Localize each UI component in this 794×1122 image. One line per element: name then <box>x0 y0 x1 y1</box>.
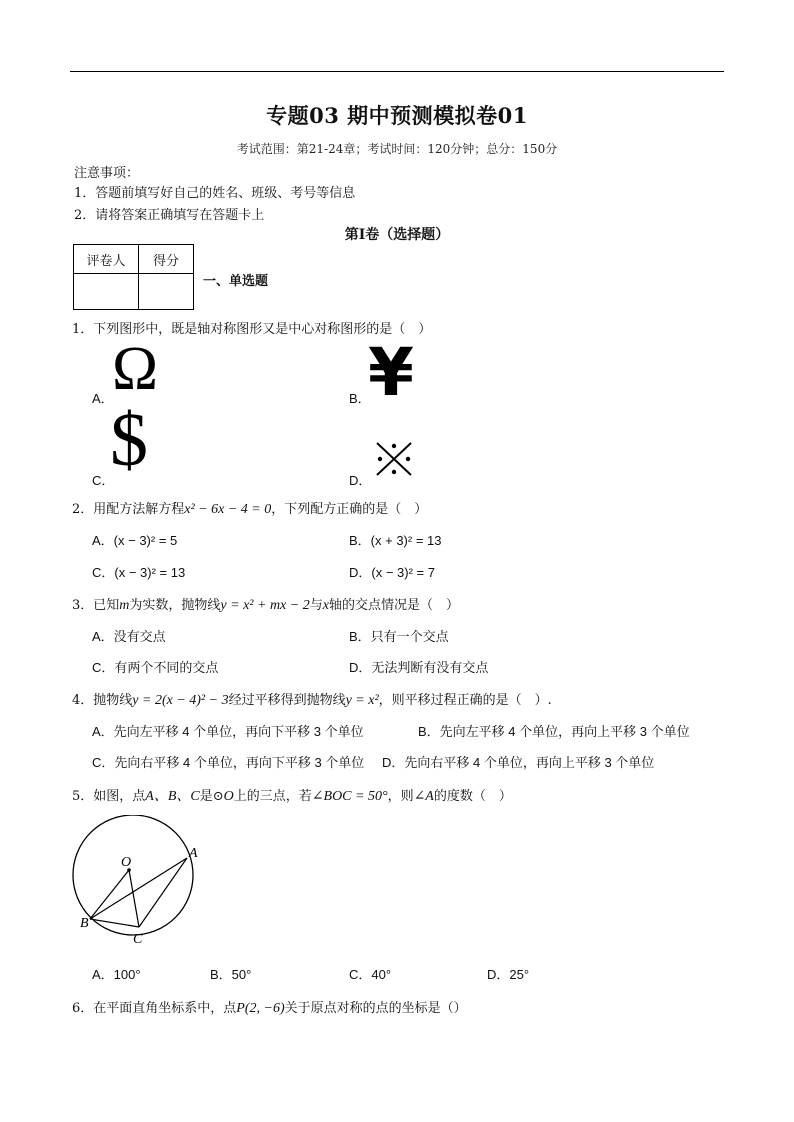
q2-option-c: C．(x − 3)² = 13 <box>92 565 186 580</box>
q4-option-b: B．先向左平移 4 个单位，再向上平移 3 个单位 <box>418 724 690 739</box>
top-rule <box>70 71 724 72</box>
q3-option-d: D．无法判断有没有交点 <box>349 660 489 675</box>
label-o: O <box>121 855 132 870</box>
q3-option-b: B．只有一个交点 <box>349 629 449 644</box>
score-table-grader-cell[interactable] <box>74 274 139 310</box>
score-table <box>73 244 194 310</box>
question-3-text: 3．已知m为实数，抛物线y = x² + mx − 2与x轴的交点情况是（ ） <box>72 598 459 613</box>
q5-option-a: A．100° <box>92 967 141 982</box>
q2-option-d: D．(x − 3)² = 7 <box>349 565 435 580</box>
segment-oc <box>129 870 139 927</box>
cross-dots-icon <box>374 440 414 478</box>
q1-option-d-label: D． <box>349 473 372 488</box>
q3-option-a: A．没有交点 <box>92 629 166 644</box>
score-table-grader-header: 评卷人 <box>74 245 139 274</box>
question-2-text: 2．用配方法解方程x² − 6x − 4 = 0，下列配方正确的是（ ） <box>72 502 428 517</box>
question-6-text: 6．在平面直角坐标系中，点P(2, −6)关于原点对称的点的坐标是（） <box>72 1001 467 1016</box>
notes-heading: 注意事项： <box>74 166 140 181</box>
q1-option-a-label: A． <box>92 391 114 406</box>
yen-symbol: ¥ <box>368 334 414 411</box>
label-c: C <box>133 932 143 947</box>
score-table-score-header: 得分 <box>139 245 194 274</box>
part-title: 一、单选题 <box>203 274 269 289</box>
q1-option-c-label: C． <box>92 473 115 488</box>
segment-ac <box>139 858 187 927</box>
circle-figure <box>66 815 216 950</box>
dollar-symbol: $ <box>110 398 148 482</box>
label-a: A <box>189 846 198 861</box>
question-1-text: 1．下列图形中，既是轴对称图形又是中心对称图形的是（ ） <box>72 322 432 337</box>
note-item-1: 1．答题前填写好自己的姓名、班级、考号等信息 <box>74 186 356 201</box>
q3-option-c: C．有两个不同的交点 <box>92 660 219 675</box>
q2-option-a: A．(x − 3)² = 5 <box>92 533 178 548</box>
q2-equation: x² − 6x − 4 = 0 <box>184 502 272 517</box>
note-item-2: 2．请将答案正确填写在答题卡上 <box>74 208 265 223</box>
q4-option-c: C．先向右平移 4 个单位，再向下平移 3 个单位 <box>92 755 365 770</box>
segment-ob <box>90 870 129 919</box>
q4-option-d: D．先向右平移 4 个单位，再向上平移 3 个单位 <box>382 755 655 770</box>
question-4-text: 4．抛物线y = 2(x − 4)² − 3经过平移得到抛物线y = x²，则平移过程正确的是（ ）. <box>72 693 552 708</box>
label-b: B <box>80 916 89 931</box>
q6-point: P(2, −6) <box>236 1001 285 1016</box>
section-title: 第I卷（选择题） <box>344 227 450 243</box>
page-title: 专题03 期中预测模拟卷01 <box>266 103 528 128</box>
score-table-score-cell[interactable] <box>139 274 194 310</box>
question-5-text: 5．如图，点A、B、C是⊙O上的三点，若∠BOC = 50°，则∠A的度数（ ） <box>72 789 512 804</box>
q5-option-b: B．50° <box>210 967 252 982</box>
segment-ba <box>90 858 187 919</box>
exam-meta: 考试范围：第21-24章；考试时间：120分钟；总分：150分 <box>236 142 558 156</box>
q5-angle: ∠BOC = 50° <box>311 789 388 804</box>
q5-option-d: D．25° <box>487 967 530 982</box>
q3-equation: y = x² + mx − 2 <box>220 598 310 613</box>
q1-option-b-label: B． <box>349 391 371 406</box>
q5-option-c: C．40° <box>349 967 392 982</box>
q4-option-a: A．先向左平移 4 个单位，再向下平移 3 个单位 <box>92 724 364 739</box>
omega-symbol: Ω <box>112 335 159 403</box>
q4-equation-1: y = 2(x − 4)² − 3 <box>132 693 229 708</box>
q4-equation-2: y = x² <box>345 693 379 708</box>
q2-option-b: B．(x + 3)² = 13 <box>349 533 442 548</box>
